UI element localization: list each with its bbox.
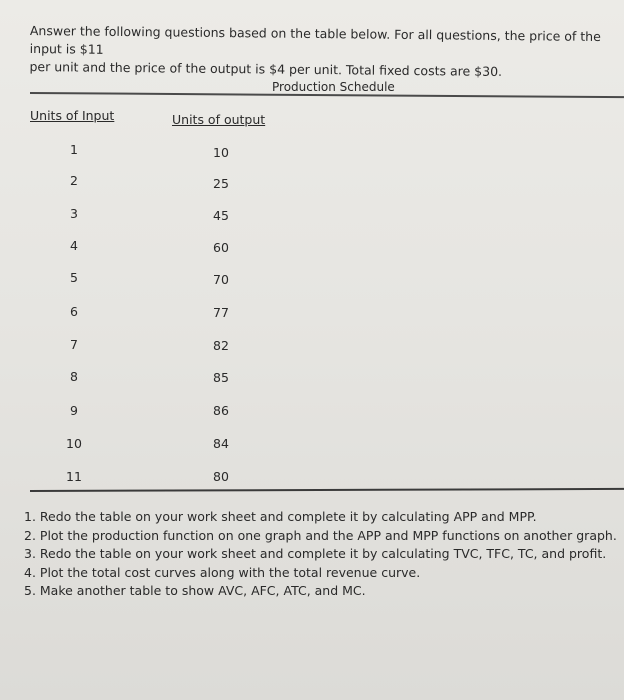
question-item: 1. Redo the table on your work sheet and complete it by calculating APP and MPP. xyxy=(24,509,537,524)
cell-input: 10 xyxy=(66,436,82,451)
cell-output: 60 xyxy=(213,240,229,255)
cell-output: 25 xyxy=(213,176,229,191)
table-title: Production Schedule xyxy=(272,80,395,94)
cell-input: 5 xyxy=(70,270,78,285)
cell-output: 80 xyxy=(213,469,229,484)
cell-input: 7 xyxy=(70,337,78,352)
cell-input: 6 xyxy=(70,304,78,319)
cell-input: 11 xyxy=(66,469,82,484)
cell-output: 77 xyxy=(213,305,229,320)
table-bottom-rule xyxy=(30,488,624,492)
intro-line-1: Answer the following questions based on the table below. For all questions, the price of the input is $11 xyxy=(29,22,601,57)
question-item: 5. Make another table to show AVC, AFC, ATC, and MC. xyxy=(24,583,366,598)
cell-input: 2 xyxy=(70,173,78,188)
cell-output: 82 xyxy=(213,338,229,353)
column-header-output: Units of output xyxy=(172,112,266,127)
cell-output: 10 xyxy=(213,145,229,160)
cell-output: 85 xyxy=(213,370,229,385)
cell-input: 3 xyxy=(70,206,78,221)
cell-output: 86 xyxy=(213,403,229,418)
question-list xyxy=(24,508,617,601)
cell-input: 8 xyxy=(70,369,78,384)
cell-input: 9 xyxy=(70,403,78,418)
cell-output: 45 xyxy=(213,208,229,223)
question-item: 4. Plot the total cost curves along with the total revenue curve. xyxy=(24,564,421,580)
question-item: 3. Redo the table on your work sheet and complete it by calculating TVC, TFC, TC, and profit. xyxy=(24,546,607,561)
cell-output: 70 xyxy=(213,272,229,287)
intro-text xyxy=(29,22,620,82)
cell-output: 84 xyxy=(213,436,229,451)
column-header-input: Units of Input xyxy=(30,108,115,123)
cell-input: 4 xyxy=(70,238,78,253)
intro-line-2: per unit and the price of the output is $4 per unit. Total fixed costs are $30. xyxy=(29,58,503,79)
cell-input: 1 xyxy=(70,142,78,157)
question-item: 2. Plot the production function on one graph and the APP and MPP functions on another graph. xyxy=(24,527,617,543)
